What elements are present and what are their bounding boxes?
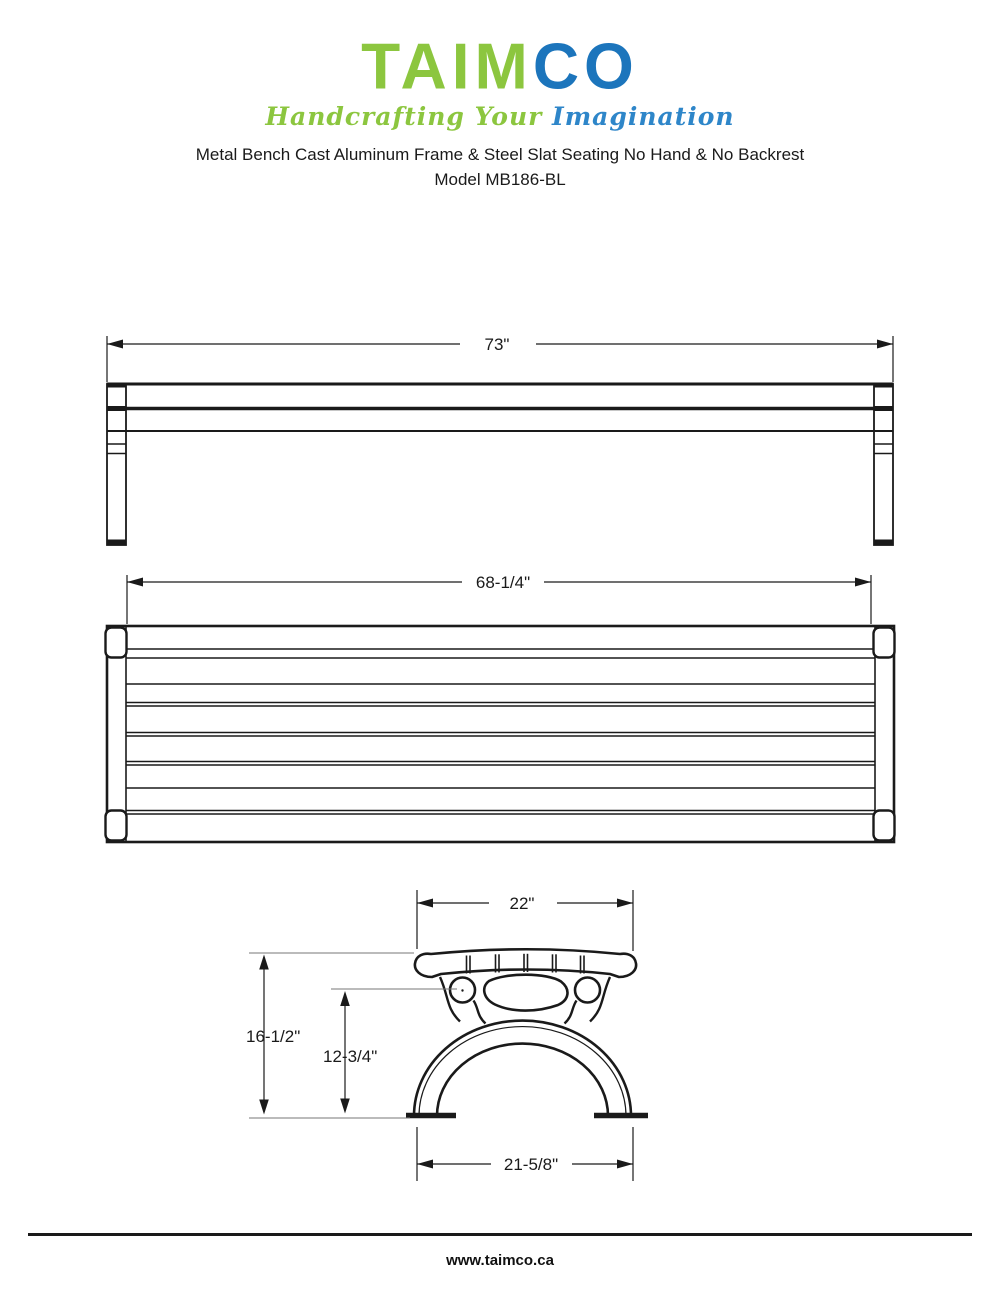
arch-outer-path: [414, 1021, 631, 1116]
end-view-overall-height-dimension: [246, 953, 414, 1118]
end-view-arch-leg: [406, 1021, 648, 1116]
product-title-line1: Metal Bench Cast Aluminum Frame & Steel Slat Seating No Hand & No Backrest: [195, 145, 805, 164]
front-view-right-leg: [874, 383, 894, 546]
product-title-line2: Model MB186-BL: [434, 169, 566, 189]
end-view-seat-profile: [415, 949, 636, 1023]
end-view-base-width-dimension-label: 21-5/8": [503, 1155, 559, 1174]
end-view-seat-width-dimension-label: 22": [509, 894, 535, 913]
end-view-seat-height-dimension-label: 12-3/4": [323, 1047, 378, 1066]
top-view-width-dimension: [127, 573, 871, 624]
front-view-drawing: [107, 335, 894, 546]
front-view-width-dimension-label: 73": [484, 335, 510, 354]
center-cushion-path: [484, 975, 567, 1011]
tagline-blue-part: Imagination: [552, 102, 735, 131]
seat-bar-path: [415, 949, 636, 977]
brand-logo-blue-part: CO: [532, 29, 639, 103]
footer-divider: [28, 1233, 972, 1236]
end-view-seat-height-dimension: [323, 989, 457, 1114]
top-view-drawing: [106, 573, 895, 842]
tagline-green-part: Handcrafting Your: [265, 102, 553, 131]
arch-outer-inner-line: [419, 1027, 626, 1116]
arch-inner-path: [437, 1044, 608, 1116]
front-view-left-leg: [107, 383, 127, 546]
top-view-width-dimension-label: 68-1/4": [475, 573, 531, 592]
end-view-drawing: [246, 890, 648, 1181]
front-view-bench-body: [107, 384, 893, 431]
right-scroll-circle: [575, 978, 600, 1003]
end-view-base-width-dimension: [417, 1127, 633, 1181]
end-view-seat-width-dimension: [417, 890, 633, 951]
end-view-overall-height-dimension-label: 16-1/2": [246, 1027, 301, 1046]
left-scroll-center-dot: [461, 989, 463, 991]
footer-website-link[interactable]: www.taimco.ca: [446, 1252, 554, 1269]
brand-logo-green-part: TAIM: [361, 29, 533, 103]
front-view-width-dimension: [107, 335, 893, 382]
